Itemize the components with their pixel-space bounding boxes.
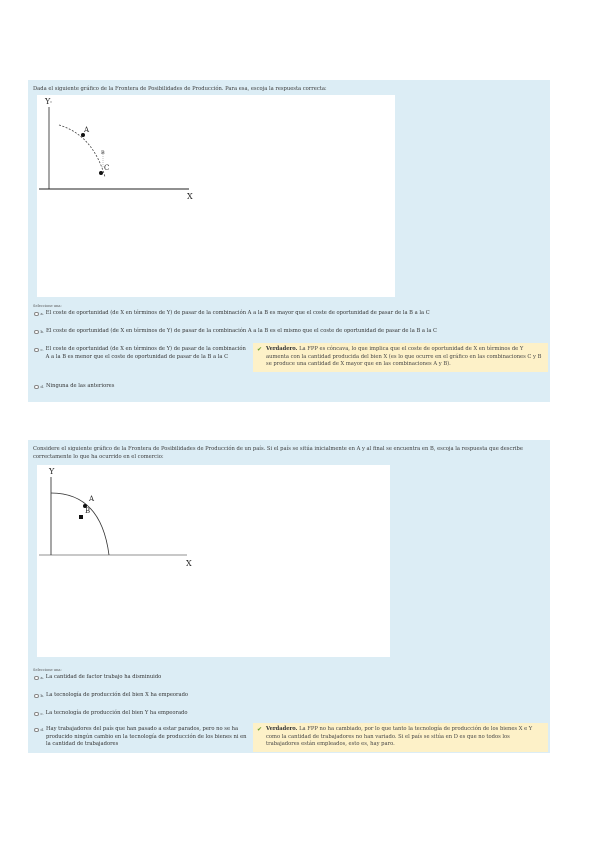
option-letter: b. (40, 329, 44, 334)
point-a-label: A (84, 126, 90, 134)
question-prompt: Dada el siguiente gráfico de la Frontera de Posibilidades de Producción. Para esa, escoja la respuesta correcta: (33, 86, 327, 92)
question-prompt: Considere el siguiente gráfico de la Frontera de Posibilidades de Producción de un país. Si el país se sitúa inicialmente en A y al final se encuentra en B, escoja la respuesta que describe correctamente lo que ha ocurrido en el comercio: (33, 446, 523, 460)
option-letter: d. (40, 727, 44, 732)
option-letter: c. (40, 711, 44, 716)
point-b (79, 515, 83, 519)
option-text: La tecnología de producción del bien X ha empeorado (45, 692, 189, 698)
option-text: La cantidad de factor trabajo ha disminuido (45, 674, 162, 680)
feedback-text (266, 346, 542, 369)
select-label: Seleccione una: (33, 668, 62, 672)
checkmark-icon: ✔ (257, 346, 263, 353)
option-d[interactable] (34, 726, 249, 749)
point-c (99, 171, 103, 175)
feedback-lead: Verdadero. (266, 726, 298, 732)
radio-button[interactable] (34, 694, 39, 699)
point-b-label: B (101, 150, 105, 156)
x-axis-label: X (187, 192, 193, 201)
ppf-chart (37, 95, 395, 297)
option-letter: a. (40, 311, 44, 316)
option-c[interactable] (34, 346, 249, 361)
point-a-label: A (89, 495, 95, 503)
radio-button[interactable] (34, 712, 39, 717)
feedback-text (266, 726, 542, 749)
point-c-label: C (104, 164, 110, 172)
answer-feedback (253, 723, 548, 752)
ppf-chart (37, 465, 390, 657)
option-text: El coste de oportunidad (de X en términos de Y) de pasar de la combinación A a la B es menor que el coste de oportunidad de pasar de la B a la C (45, 346, 246, 360)
radio-button[interactable] (34, 385, 39, 390)
option-text: El coste de oportunidad (de X en términos de Y) de pasar de la combinación A a la B es mayor que el coste de oportunidad de pasar de la B a la C (45, 310, 430, 316)
point-b-label: B (85, 507, 91, 515)
radio-button[interactable] (34, 312, 39, 317)
option-letter: a. (40, 675, 44, 680)
select-label: Seleccione una: (33, 304, 62, 308)
option-text: El coste de oportunidad (de X en términos de Y) de pasar de la combinación A a la B es el mismo que el coste de oportunidad de pasar de la B a la C (45, 328, 438, 334)
answer-feedback (253, 343, 548, 372)
ppf-figure (37, 95, 395, 297)
option-c[interactable] (34, 710, 434, 718)
feedback-body: La FPP es cóncava, lo que implica que el coste de oportunidad de X en términos de Y aumenta con la cantidad producida del bien X (es lo que ocurre en el gráfico en las combinaciones C y B se produce una cantidad de X mayor que en las combinaciones A y B). (266, 346, 542, 367)
option-letter: c. (40, 347, 44, 352)
ppf-curve (51, 493, 109, 555)
y-axis-label: Y (49, 467, 55, 476)
option-text: Hay trabajadores del país que han pasado a estar parados, pero no se ha producido ningún cambio en la tecnología de producción de los bienes ni en la cantidad de trabajadores (45, 726, 247, 747)
ppf-figure (37, 465, 390, 657)
radio-button[interactable] (34, 330, 39, 335)
option-b[interactable] (34, 328, 544, 336)
y-axis-label: Y (45, 97, 51, 106)
ppf-curve (59, 125, 105, 177)
x-axis-label: X (186, 559, 192, 568)
feedback-lead: Verdadero. (266, 346, 298, 352)
option-letter: b. (40, 693, 44, 698)
checkmark-icon: ✔ (257, 726, 263, 733)
radio-button[interactable] (34, 676, 39, 681)
option-a[interactable] (34, 674, 434, 682)
option-d[interactable] (34, 383, 334, 391)
option-b[interactable] (34, 692, 434, 700)
svg-text:⁽⁾: ⁽⁾ (50, 100, 52, 105)
option-letter: d. (40, 384, 44, 389)
option-text: Ninguna de las anteriores (45, 383, 115, 389)
option-text: La tecnología de producción del bien Y ha empeorado (45, 710, 188, 716)
option-a[interactable] (34, 310, 544, 318)
radio-button[interactable] (34, 348, 39, 353)
feedback-body: La FPP no ha cambiado, por lo que tanto la tecnología de producción de los bienes X e Y como la cantidad de trabajadores no han variado. Si el país se sitúa en D es que no todos los trabajadores están empleados, esto es, hay paro. (266, 726, 533, 747)
radio-button[interactable] (34, 728, 39, 733)
question-card-1 (28, 80, 550, 402)
question-card-2 (28, 440, 550, 753)
